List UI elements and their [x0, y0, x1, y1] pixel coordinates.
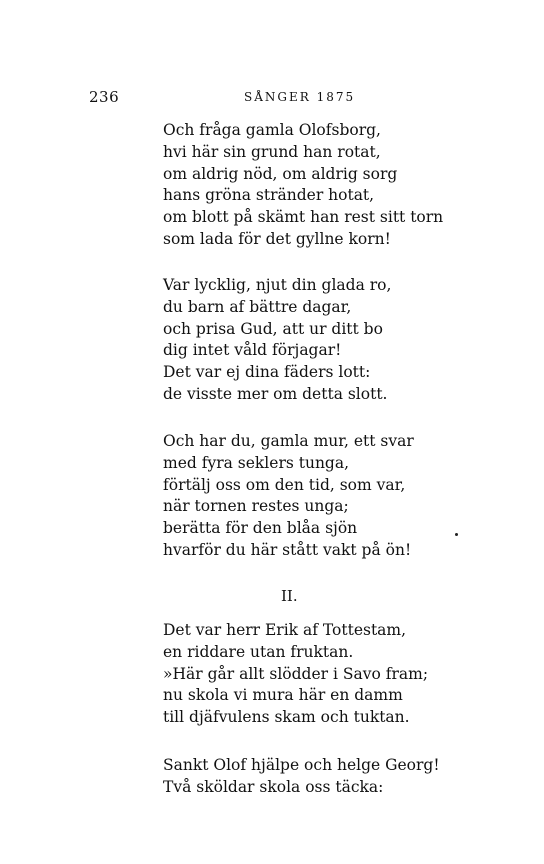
poem-line: hvarför du här stått vakt på ön! [163, 540, 412, 559]
poem-line: hvi här sin grund han rotat, [163, 142, 381, 161]
poem-line: Sankt Olof hjälpe och helge Georg! [163, 756, 440, 774]
poem-line: Det var herr Erik af Tottestam, [163, 621, 407, 639]
poem-line: till djäfvulens skam och tuktan. [163, 708, 410, 727]
poem-line: med fyra seklers tunga, [163, 453, 350, 472]
poem-line: de visste mer om detta slott. [163, 384, 388, 403]
poem-line: hans gröna stränder hotat, [163, 186, 375, 205]
poem-line: om aldrig nöd, om aldrig sorg [163, 164, 398, 183]
poem-line: berätta för den blåa sjön [163, 519, 358, 538]
poem-line: när tornen restes unga; [163, 497, 349, 516]
poem-line: dig intet våld förjagar! [163, 341, 342, 360]
poem-line: en riddare utan fruktan. [163, 642, 354, 661]
poem-line: förtälj oss om den tid, som var, [163, 475, 406, 494]
stanza-4 [163, 620, 428, 729]
poem-line: Och fråga gamla Olofsborg, [163, 121, 381, 139]
stanza-2 [163, 275, 391, 406]
poem-line: »Här går allt slödder i Savo fram; [163, 664, 429, 683]
running-title: SÅNGER 1875 [244, 90, 356, 104]
poem-line: Och har du, gamla mur, ett svar [163, 432, 414, 450]
stanza-3 [163, 431, 414, 562]
poem-line: och prisa Gud, att ur ditt bo [163, 319, 383, 338]
poem-line: nu skola vi mura här en damm [163, 686, 403, 705]
page-number: 236 [89, 88, 120, 106]
ink-speck [455, 533, 458, 536]
section-numeral: II. [281, 587, 298, 605]
stanza-1 [163, 120, 443, 251]
poem-line: du barn af bättre dagar, [163, 297, 352, 316]
stanza-5 [163, 755, 440, 799]
poem-line: Det var ej dina fäders lott: [163, 363, 371, 382]
poem-line: Två sköldar skola oss täcka: [163, 777, 384, 796]
poem-line: om blott på skämt han rest sitt torn [163, 208, 444, 227]
poem-line: Var lycklig, njut din glada ro, [163, 276, 392, 294]
poem-line: som lada för det gyllne korn! [163, 229, 391, 248]
